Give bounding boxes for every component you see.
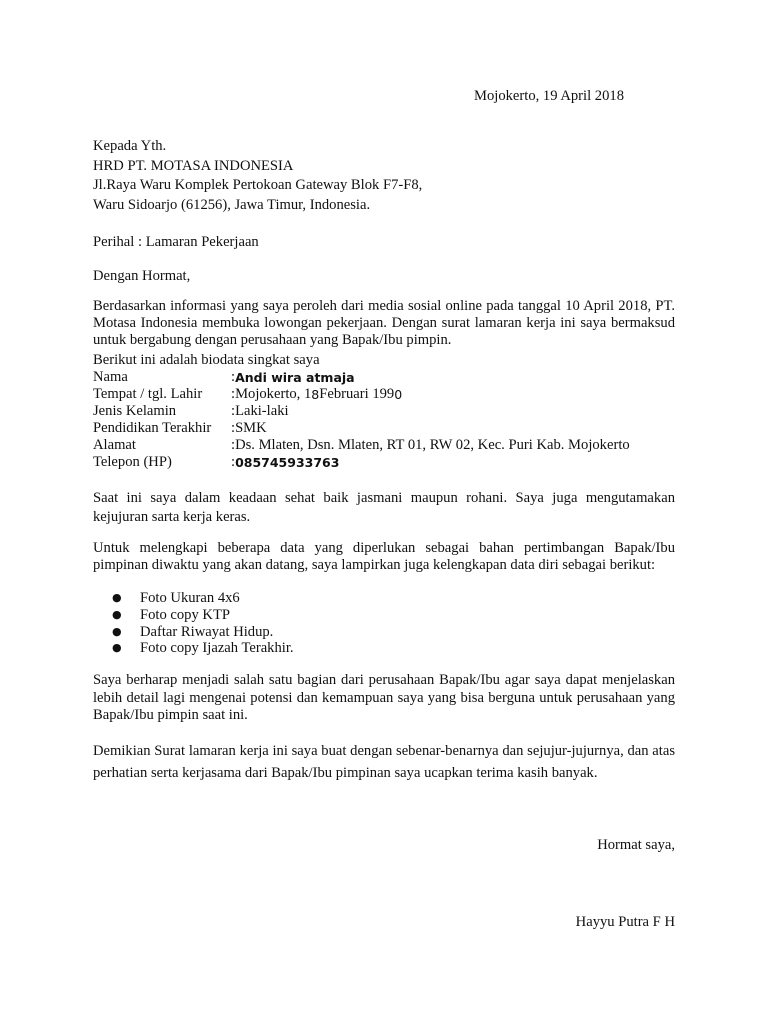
biodata-value: 085745933763 (235, 455, 340, 470)
paragraph-intro: Berdasarkan informasi yang saya peroleh dari media sosial online pada tanggal 10 April 2018, PT. Motasa Indonesia membuka lowongan pekerjaan. Dengan surat lamaran kerja ini saya bermaksud untuk bergabung dengan perusahaan yang Bapak/Ibu pimpin. (93, 298, 675, 348)
paragraph-closing: Demikian Surat lamaran kerja ini saya buat dengan sebenar-benarnya dan sejujur-jujurnya, dan atas perhatian serta kerjasama dari Bapak/Ibu pimpinan saya ucapkan terima kasih banyak. (93, 743, 675, 781)
biodata-table (93, 369, 630, 471)
biodata-key: Tempat / tgl. Lahir (93, 386, 203, 402)
bullet-icon: ● (112, 591, 122, 604)
biodata-row-address (93, 437, 630, 454)
biodata-separator: : (231, 386, 236, 402)
attachments-list (112, 590, 294, 657)
bullet-icon: ● (112, 624, 122, 638)
recipient-company: HRD PT. MOTASA INDONESIA (93, 157, 294, 174)
biodata-value: Andi wira atmaja (235, 370, 355, 385)
biodata-value: Laki-laki (235, 403, 289, 419)
recipient-address (93, 137, 422, 215)
biodata-value-part: 0 (394, 387, 403, 402)
biodata-separator: : (231, 403, 236, 419)
biodata-key: Jenis Kelamin (93, 403, 177, 419)
biodata-row-gender (93, 403, 630, 420)
biodata-row-name (93, 369, 630, 386)
biodata-key: Telepon (HP) (93, 454, 172, 470)
letter-subject: Perihal : Lamaran Pekerjaan (93, 234, 259, 250)
closing-salutation: Hormat saya, (597, 837, 675, 853)
biodata-value: Ds. Mlaten, Dsn. Mlaten, RT 01, RW 02, Kec. Puri Kab. Mojokerto (235, 437, 630, 453)
biodata-value-part: Mojokerto, 1 (235, 386, 312, 402)
biodata-intro: Berikut ini adalah biodata singkat saya (93, 352, 320, 368)
recipient-city: Waru Sidoarjo (61256), Jawa Timur, Indonesia. (93, 196, 371, 213)
biodata-value-part: 8 (311, 387, 320, 402)
biodata-separator: : (231, 437, 236, 453)
list-item (112, 607, 294, 624)
biodata-separator: : (231, 454, 236, 470)
list-item (112, 590, 294, 607)
letter-greeting: Dengan Hormat, (93, 268, 191, 284)
biodata-key: Nama (93, 369, 128, 385)
recipient-line: Kepada Yth. (93, 138, 167, 154)
biodata-key: Alamat (93, 437, 136, 453)
paragraph-hope: Saya berharap menjadi salah satu bagian dari perusahaan Bapak/Ibu agar saya dapat menjelaskan lebih detail lagi mengenai potensi dan kemampuan saya yang bisa berguna untuk perusahaan yang Bapak/Ibu pimpin saat ini. (93, 672, 675, 723)
biodata-separator: : (231, 420, 236, 436)
biodata-separator: : (231, 369, 236, 385)
list-item-label: Foto copy KTP (140, 606, 230, 623)
list-item (112, 624, 294, 641)
biodata-row-birth (93, 386, 630, 403)
recipient-street: Jl.Raya Waru Komplek Pertokoan Gateway Blok F7-F8, (93, 177, 423, 193)
biodata-value: SMK (235, 420, 267, 436)
paragraph-attachments-intro: Untuk melengkapi beberapa data yang diperlukan sebagai bahan pertimbangan Bapak/Ibu pimpinan diwaktu yang akan datang, saya lampirkan juga kelengkapan data diri sebagai berikut: (93, 540, 675, 573)
bullet-icon: ● (112, 607, 122, 621)
biodata-row-phone (93, 454, 630, 471)
biodata-key: Pendidikan Terakhir (93, 420, 212, 436)
biodata-value-part: Februari 199 (319, 386, 395, 402)
bullet-icon: ● (112, 641, 122, 655)
list-item-label: Daftar Riwayat Hidup. (140, 623, 274, 640)
signer-name: Hayyu Putra F H (575, 914, 675, 930)
list-item-label: Foto Ukuran 4x6 (140, 590, 240, 606)
paragraph-health: Saat ini saya dalam keadaan sehat baik jasmani maupun rohani. Saya juga mengutamakan kejujuran sarta kerja keras. (93, 490, 675, 525)
list-item-label: Foto copy Ijazah Terakhir. (140, 640, 294, 657)
biodata-row-education (93, 420, 630, 437)
list-item (112, 640, 294, 657)
letter-date: Mojokerto, 19 April 2018 (474, 88, 624, 104)
